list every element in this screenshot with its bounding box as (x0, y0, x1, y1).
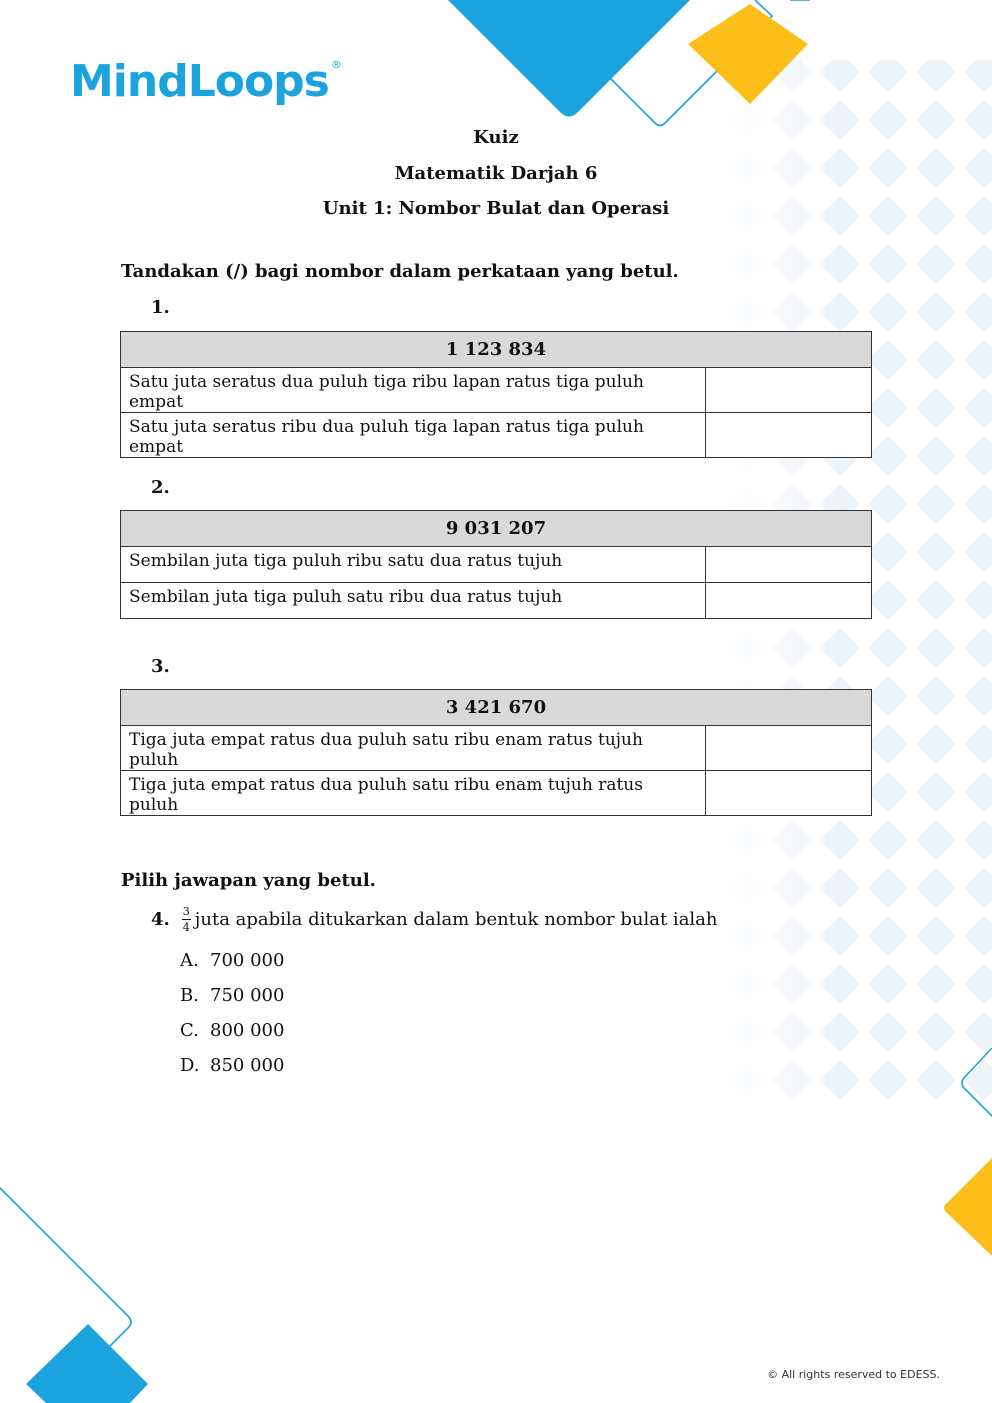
choice-letter: D. (180, 1055, 200, 1076)
question-text: juta apabila ditukarkan dalam bentuk nombor bulat ialah (194, 909, 718, 930)
number-value: 1 123 834 (121, 332, 872, 368)
choice-letter: B. (180, 985, 199, 1006)
question-number: 4. (151, 909, 170, 930)
copyright-footer: © All rights reserved to EDESS. (767, 1368, 940, 1381)
tick-box[interactable] (706, 413, 872, 458)
brand-name: MindLoops (70, 56, 329, 107)
fraction-denominator: 4 (182, 921, 190, 934)
choice-b[interactable] (180, 985, 284, 1020)
fraction-bar (182, 919, 191, 920)
question-table (120, 689, 872, 816)
question-number: 3. (151, 656, 170, 677)
question-number: 2. (151, 477, 170, 498)
quiz-header (0, 120, 992, 227)
option-text: Sembilan juta tiga puluh ribu satu dua ratus tujuh (121, 547, 706, 583)
choice-list (180, 950, 284, 1090)
choice-d[interactable] (180, 1055, 284, 1090)
choice-letter: A. (180, 950, 199, 971)
choice-c[interactable] (180, 1020, 284, 1055)
choice-letter: C. (180, 1020, 199, 1041)
question-table (120, 331, 872, 458)
tick-box[interactable] (706, 547, 872, 583)
brand-logo (70, 52, 342, 112)
quiz-title: Kuiz (473, 127, 519, 148)
tick-box[interactable] (706, 583, 872, 619)
choice-text: 800 000 (210, 1020, 285, 1041)
quiz-unit: Unit 1: Nombor Bulat dan Operasi (322, 198, 670, 219)
fraction-numerator: 3 (182, 905, 190, 918)
option-text: Satu juta seratus ribu dua puluh tiga lapan ratus tiga puluh empat (121, 413, 706, 458)
question-table (120, 510, 872, 619)
option-text: Tiga juta empat ratus dua puluh satu ribu enam ratus tujuh puluh (121, 726, 706, 771)
fraction (182, 906, 191, 933)
quiz-subject: Matematik Darjah 6 (394, 162, 598, 184)
section1-instruction: Tandakan (/) bagi nombor dalam perkataan yang betul. (121, 261, 679, 282)
option-text: Satu juta seratus dua puluh tiga ribu lapan ratus tiga puluh empat (121, 368, 706, 413)
tick-box[interactable] (706, 771, 872, 816)
choice-text: 750 000 (210, 985, 285, 1006)
option-text: Tiga juta empat ratus dua puluh satu ribu enam tujuh ratus puluh (121, 771, 706, 816)
tick-box[interactable] (706, 368, 872, 413)
mcq-question (151, 906, 718, 933)
registered-mark: ® (330, 58, 342, 71)
number-value: 9 031 207 (121, 511, 872, 547)
option-text: Sembilan juta tiga puluh satu ribu dua ratus tujuh (121, 583, 706, 619)
tick-box[interactable] (706, 726, 872, 771)
choice-text: 700 000 (210, 950, 285, 971)
section2-instruction: Pilih jawapan yang betul. (121, 870, 376, 891)
choice-a[interactable] (180, 950, 284, 985)
choice-text: 850 000 (210, 1055, 285, 1076)
question-number: 1. (151, 297, 170, 318)
number-value: 3 421 670 (121, 690, 872, 726)
